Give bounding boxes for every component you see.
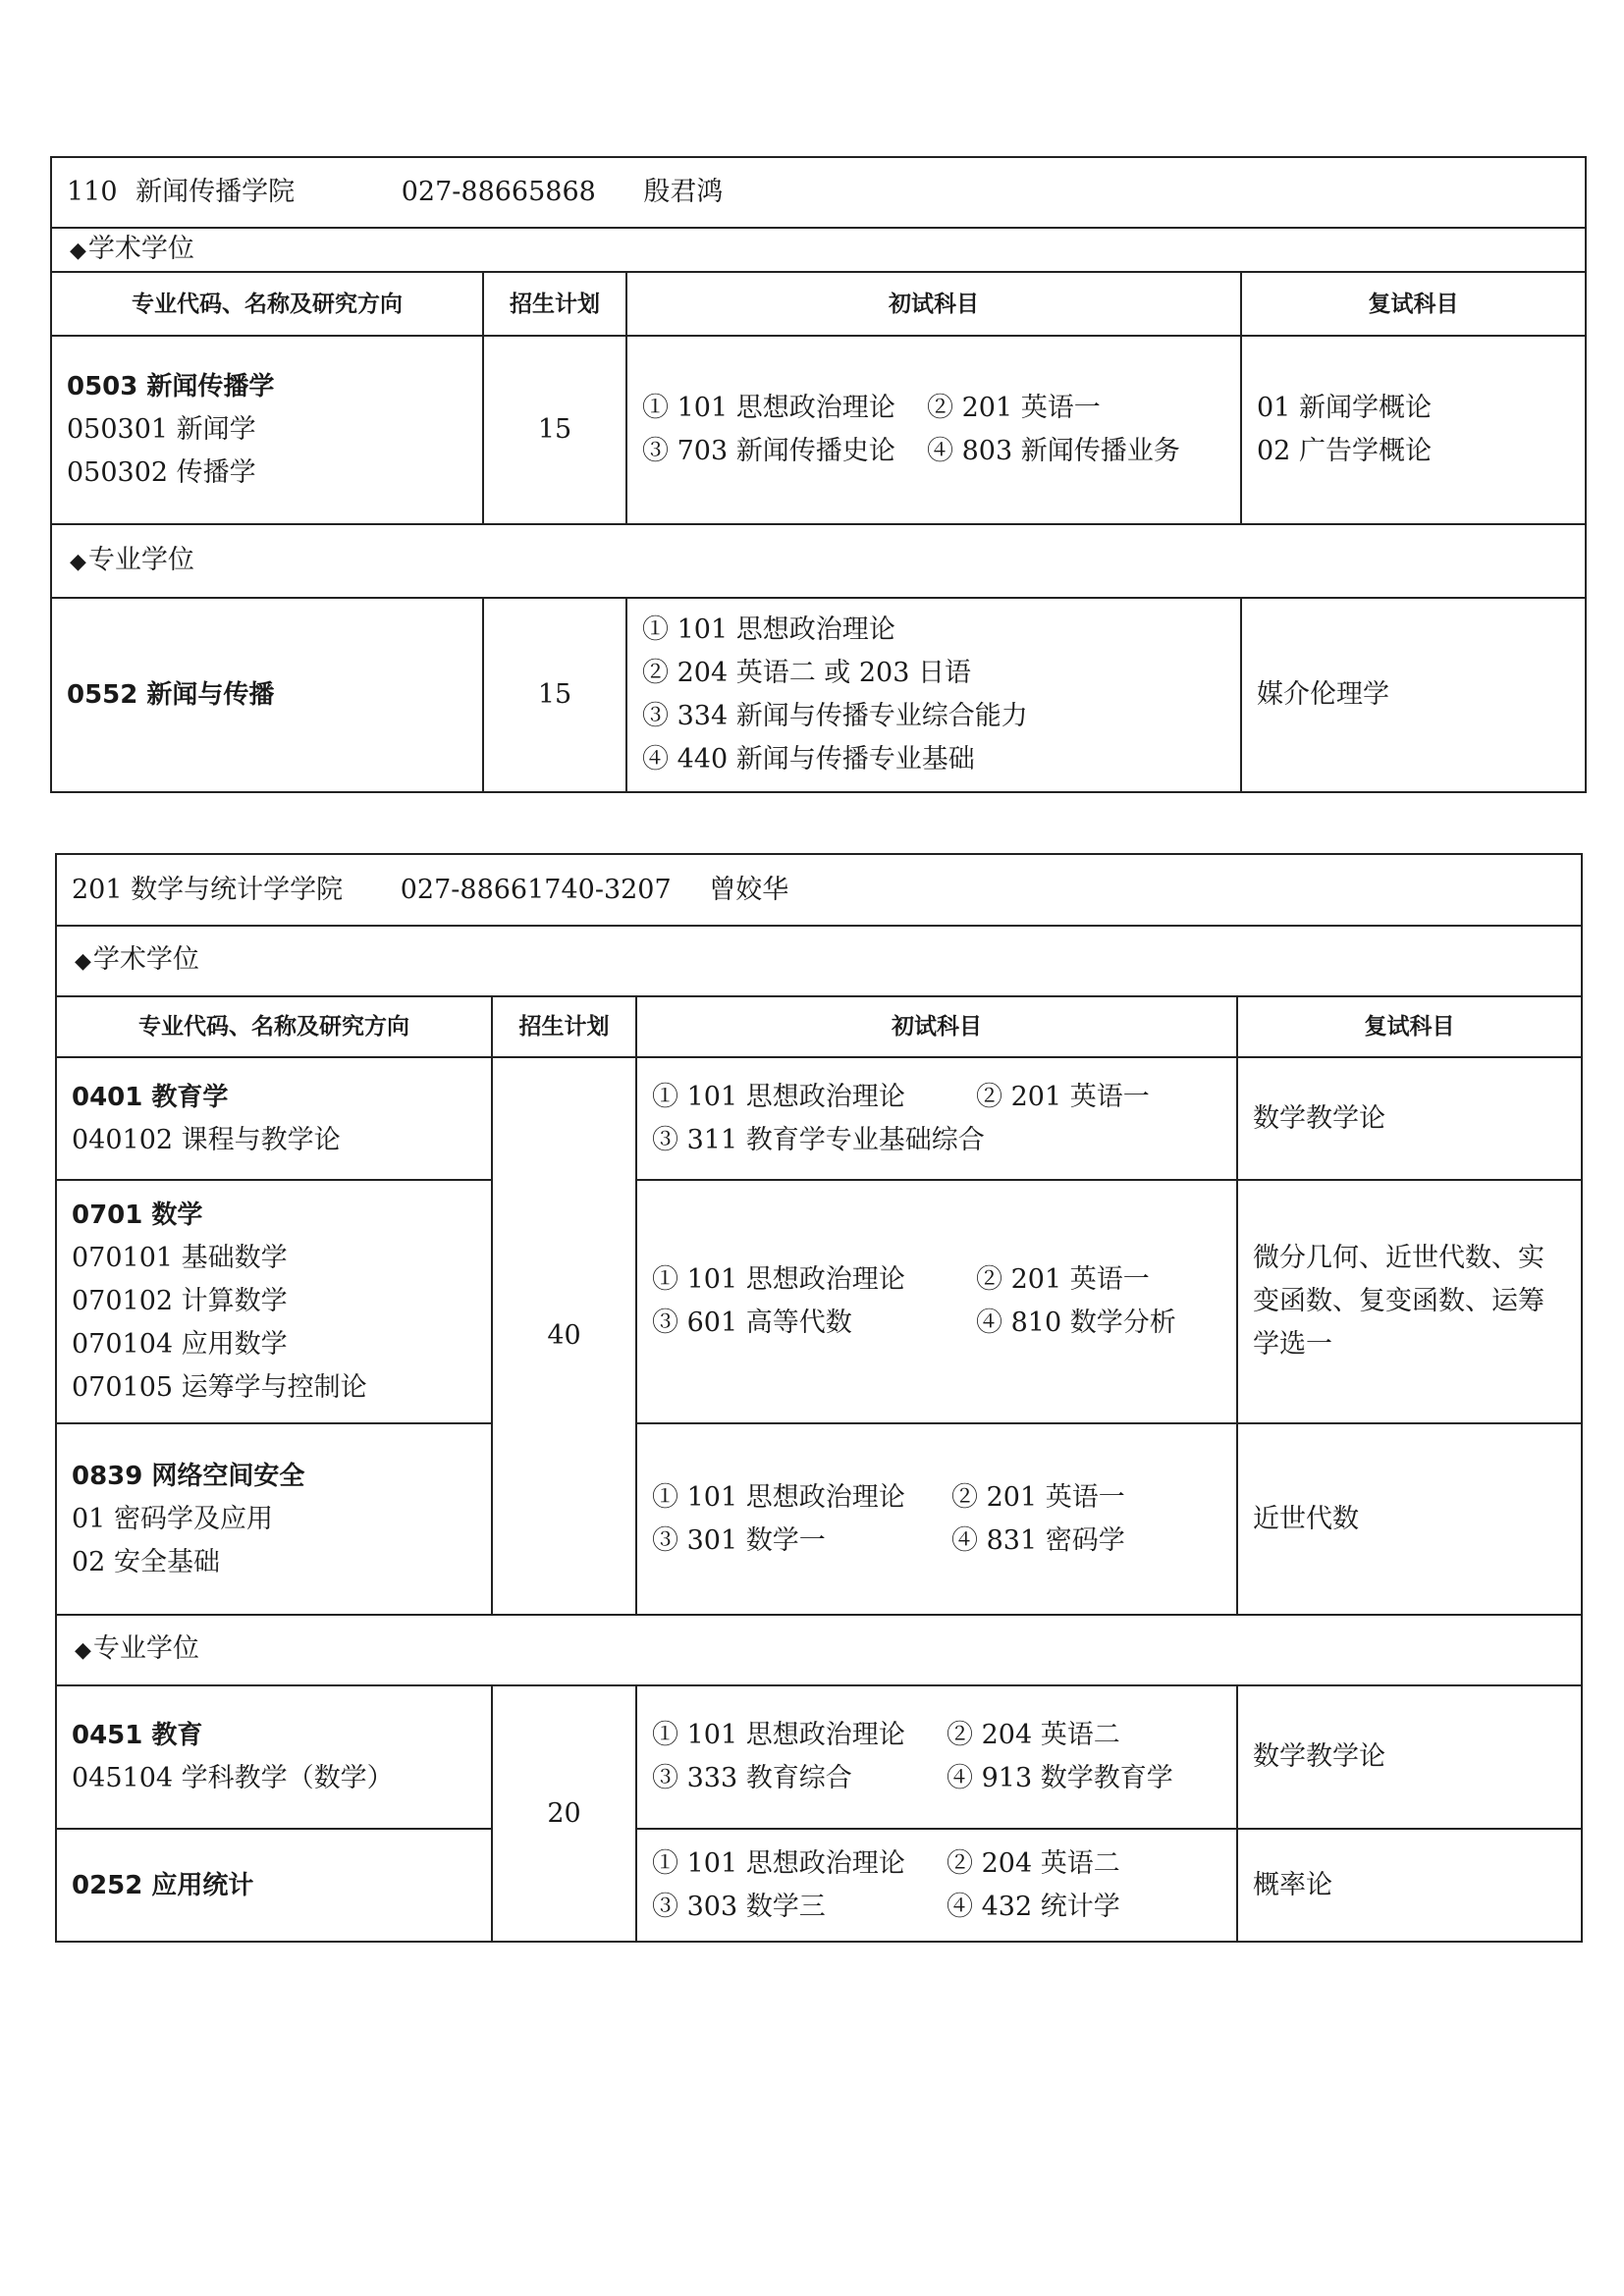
college-header-row — [56, 854, 1582, 926]
direction: 070101 基础数学 — [72, 1243, 288, 1273]
plan-count: 40 — [492, 1057, 636, 1615]
subject: ④ 432 统计学 — [947, 1891, 1120, 1922]
college-info — [51, 157, 1586, 228]
column-headers — [51, 272, 1586, 336]
retest-subjects: 近世代数 — [1237, 1423, 1582, 1615]
section-academic — [56, 926, 1582, 996]
subject: ② 201 英语一 — [976, 1081, 1150, 1112]
subject: ② 204 英语二 — [947, 1847, 1120, 1879]
diamond-bullet-icon: ◆ — [70, 238, 86, 263]
major-title: 0401 教育学 — [72, 1082, 229, 1112]
subject: ① 101 思想政治理论 — [652, 1081, 905, 1112]
subject: ② 201 英语一 — [927, 393, 1101, 423]
subject: ④ 440 新闻与传播专业基础 — [642, 744, 975, 774]
table-row — [56, 1685, 1582, 1829]
subject: ④ 913 数学教育学 — [947, 1763, 1173, 1793]
retest-subject: 02 广告学概论 — [1257, 436, 1432, 466]
header-plan: 招生计划 — [483, 272, 626, 336]
subject: ① 101 思想政治理论 — [642, 393, 895, 423]
retest-subjects: 媒介伦理学 — [1241, 598, 1586, 792]
plan-count: 20 — [492, 1685, 636, 1942]
major-cell — [56, 1829, 492, 1942]
college-code: 201 — [72, 874, 123, 905]
initial-subjects — [636, 1180, 1237, 1423]
initial-subjects — [636, 1423, 1237, 1615]
major-cell — [56, 1180, 492, 1423]
subject: ③ 301 数学一 — [652, 1524, 826, 1556]
subject: ③ 333 教育综合 — [652, 1763, 852, 1793]
subject: ① 101 思想政治理论 — [642, 614, 895, 645]
major-title: 0503 新闻传播学 — [67, 372, 275, 401]
subject: ② 204 英语二 — [947, 1720, 1120, 1750]
retest-subjects: 概率论 — [1237, 1829, 1582, 1942]
retest-subject: 变函数、复变函数、运筹 — [1253, 1286, 1544, 1316]
subject: ① 101 思想政治理论 — [652, 1847, 905, 1879]
direction: 01 密码学及应用 — [72, 1503, 273, 1534]
subject: ③ 601 高等代数 — [652, 1308, 852, 1338]
diamond-bullet-icon: ◆ — [75, 949, 91, 974]
major-title: 0701 数学 — [72, 1201, 203, 1230]
college-info — [56, 854, 1582, 926]
direction: 070104 应用数学 — [72, 1329, 288, 1360]
header-initial: 初试科目 — [636, 996, 1237, 1057]
header-initial: 初试科目 — [626, 272, 1241, 336]
admissions-table-journalism — [50, 156, 1587, 793]
subject: ④ 803 新闻传播业务 — [927, 436, 1180, 466]
retest-subject: 微分几何、近世代数、实 — [1253, 1243, 1544, 1273]
initial-subjects — [626, 598, 1241, 792]
retest-subjects — [1237, 1180, 1582, 1423]
table-row — [56, 1829, 1582, 1942]
diamond-bullet-icon: ◆ — [75, 1638, 91, 1663]
major-cell — [51, 336, 483, 524]
subject: ① 101 思想政治理论 — [652, 1720, 905, 1750]
direction: 040102 课程与教学论 — [72, 1124, 341, 1155]
plan-count: 15 — [483, 598, 626, 792]
initial-subjects — [636, 1685, 1237, 1829]
header-plan: 招生计划 — [492, 996, 636, 1057]
subject: ① 101 思想政治理论 — [652, 1481, 905, 1513]
section-professional — [51, 524, 1586, 598]
major-cell — [56, 1057, 492, 1180]
diamond-bullet-icon: ◆ — [70, 549, 86, 574]
college-contact: 殷君鸿 — [643, 177, 724, 207]
college-phone: 027-88665868 — [401, 177, 596, 207]
admissions-table-math — [55, 853, 1583, 1943]
header-major: 专业代码、名称及研究方向 — [56, 996, 492, 1057]
direction: 050302 传播学 — [67, 457, 256, 488]
subject: ① 101 思想政治理论 — [652, 1264, 905, 1295]
header-retest: 复试科目 — [1241, 272, 1586, 336]
major-title: 0252 应用统计 — [72, 1870, 254, 1900]
header-retest: 复试科目 — [1237, 996, 1582, 1057]
subject: ③ 303 数学三 — [652, 1891, 826, 1922]
retest-subject: 01 新闻学概论 — [1257, 393, 1432, 423]
table-row — [56, 1180, 1582, 1423]
subject: ③ 334 新闻与传播专业综合能力 — [642, 701, 1028, 731]
retest-subjects: 数学教学论 — [1237, 1685, 1582, 1829]
header-major: 专业代码、名称及研究方向 — [51, 272, 483, 336]
retest-subjects — [1241, 336, 1586, 524]
direction: 070102 计算数学 — [72, 1286, 288, 1316]
college-name: 新闻传播学院 — [135, 177, 296, 207]
retest-subjects: 数学教学论 — [1237, 1057, 1582, 1180]
section-professional — [56, 1615, 1582, 1685]
table-row — [56, 1423, 1582, 1615]
college-header-row — [51, 157, 1586, 228]
college-name: 数学与统计学学院 — [131, 874, 344, 905]
section-label: 专业学位 — [92, 1633, 199, 1664]
subject: ② 204 英语二 或 203 日语 — [642, 658, 971, 688]
subject: ② 201 英语一 — [976, 1264, 1150, 1295]
college-contact: 曾姣华 — [709, 874, 789, 905]
subject: ② 201 英语一 — [951, 1481, 1125, 1513]
retest-subject: 学选一 — [1253, 1329, 1332, 1360]
major-title: 0552 新闻与传播 — [67, 680, 275, 710]
major-title: 0451 教育 — [72, 1721, 203, 1750]
direction: 070105 运筹学与控制论 — [72, 1372, 367, 1403]
subject: ④ 831 密码学 — [951, 1524, 1125, 1556]
major-title: 0839 网络空间安全 — [72, 1461, 305, 1491]
direction: 045104 学科教学（数学） — [72, 1763, 394, 1793]
college-phone: 027-88661740-3207 — [400, 874, 672, 905]
major-cell — [51, 598, 483, 792]
direction: 050301 新闻学 — [67, 414, 256, 445]
section-label: 学术学位 — [92, 944, 199, 975]
subject: ③ 703 新闻传播史论 — [642, 436, 895, 466]
table-row — [51, 598, 1586, 792]
subject: ④ 810 数学分析 — [976, 1308, 1176, 1338]
plan-count: 15 — [483, 336, 626, 524]
major-cell — [56, 1685, 492, 1829]
table-row — [56, 1057, 1582, 1180]
section-academic — [51, 228, 1586, 272]
section-label: 专业学位 — [87, 544, 194, 575]
direction: 02 安全基础 — [72, 1546, 220, 1577]
initial-subjects — [636, 1829, 1237, 1942]
column-headers — [56, 996, 1582, 1057]
section-label: 学术学位 — [87, 233, 194, 264]
table-row — [51, 336, 1586, 524]
initial-subjects — [626, 336, 1241, 524]
subject: ③ 311 教育学专业基础综合 — [652, 1124, 985, 1155]
college-code: 110 — [67, 177, 118, 207]
major-cell — [56, 1423, 492, 1615]
initial-subjects — [636, 1057, 1237, 1180]
